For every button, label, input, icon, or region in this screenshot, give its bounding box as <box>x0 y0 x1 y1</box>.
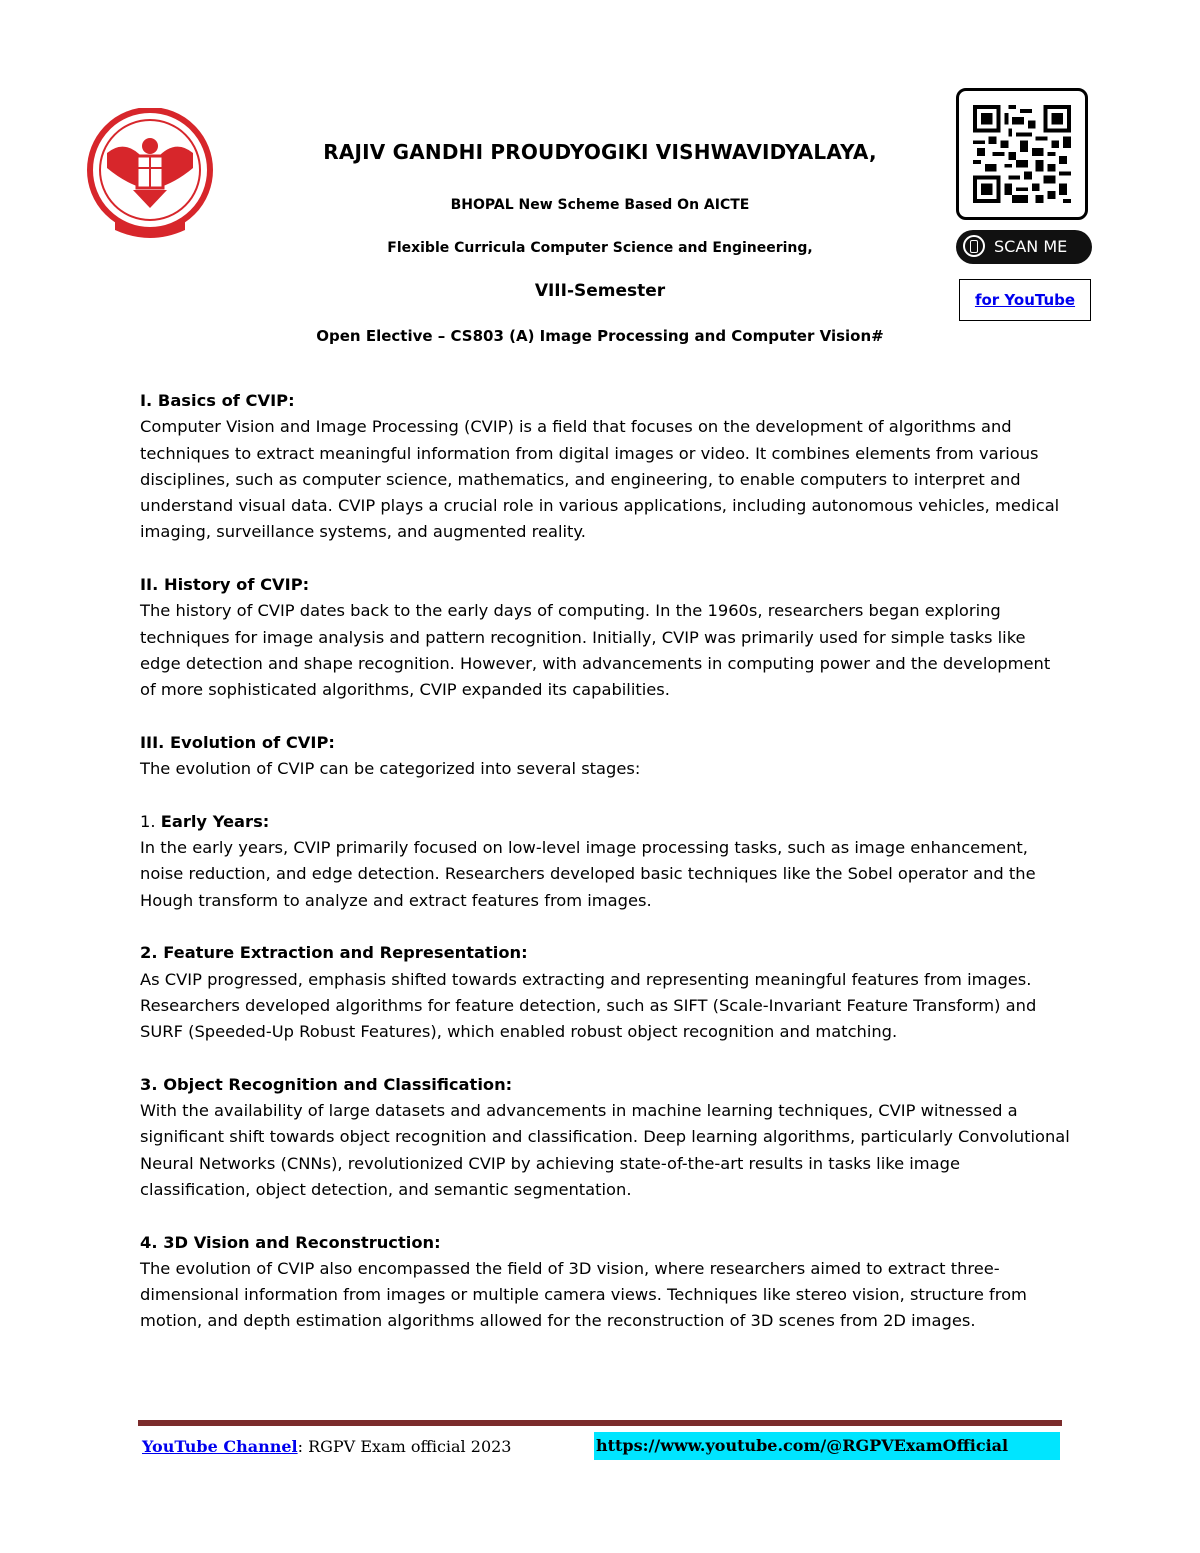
qr-code[interactable] <box>956 88 1088 220</box>
section-evolution <box>140 730 1070 783</box>
stage-title: Object Recognition and Classification: <box>163 1074 513 1094</box>
course-title: Open Elective – CS803 (A) Image Processing and Computer Vision# <box>316 327 884 345</box>
footer-divider <box>138 1420 1062 1426</box>
stage-3d-vision <box>140 1230 1070 1335</box>
channel-text <box>142 1437 511 1456</box>
stage-number: 2. <box>140 943 164 963</box>
stage-title: Early Years: <box>160 811 270 831</box>
section-text: The evolution of CVIP can be categorized into several stages: <box>140 759 641 779</box>
stage-title: 3D Vision and Reconstruction: <box>163 1232 441 1252</box>
youtube-link-box <box>959 279 1091 321</box>
stage-object-recognition <box>140 1072 1070 1203</box>
stage-text: With the availability of large datasets and advancements in machine learning techniques, CVIP witnessed a significant shift towards object recognition and classification. Deep learning algorithms, particularly Convolutional Neural Networks (CNNs), revolutionized CVIP by achieving state-of-the-art results in tasks like image classification, object detection, and semantic segmentation. <box>140 1101 1070 1199</box>
page-footer <box>142 1432 1062 1462</box>
section-text: The history of CVIP dates back to the early days of computing. In the 1960s, researchers began exploring techniques for image analysis and pattern recognition. Initially, CVIP was primarily used for simple tasks like edge detection and shape recognition. However, with advancements in computing power and the development of more sophisticated algorithms, CVIP expanded its capabilities. <box>140 601 1051 700</box>
stage-text: In the early years, CVIP primarily focused on low-level image processing tasks, such as image enhancement, noise reduction, and edge detection. Researchers developed basic techniques like the Sobel operator and the Hough transform to analyze and extract features from images. <box>140 838 1036 910</box>
channel-name: : RGPV Exam official 2023 <box>297 1437 512 1456</box>
scheme-line: BHOPAL New Scheme Based On AICTE <box>450 197 750 213</box>
section-text: Computer Vision and Image Processing (CVIP) is a field that focuses on the development of algorithms and techniques to extract meaningful information from digital images or video. It combines elements from various disciplines, such as computer science, mathematics, and engineering, to enable computers to interpret and understand visual data. CVIP plays a crucial role in various applications, including autonomous vehicles, medical imaging, surveillance systems, and augmented reality. <box>140 417 1060 542</box>
stage-number: 4. <box>140 1232 164 1252</box>
stage-text: The evolution of CVIP also encompassed the field of 3D vision, where researchers aimed to extract three-dimensional information from images or multiple camera views. Techniques like stereo vision, structure from motion, and depth estimation algorithms allowed for the reconstruction of 3D scenes from 2D images. <box>140 1258 1027 1331</box>
section-basics <box>140 388 1070 546</box>
stage-title: Feature Extraction and Representation: <box>163 943 528 963</box>
stage-text: As CVIP progressed, emphasis shifted towards extracting and representing meaningful features from images. Researchers developed algorithms for feature detection, such as SIFT (Scale-Invariant Feature Transform) and SURF (Speeded-Up Robust Features), which enabled robust object recognition and matching. <box>140 969 1037 1042</box>
scan-me-badge <box>956 230 1092 264</box>
section-heading: I. Basics of CVIP: <box>140 391 295 410</box>
stage-early-years <box>140 809 1070 914</box>
phone-icon <box>963 235 985 257</box>
stage-heading <box>140 940 1070 966</box>
channel-link[interactable]: YouTube Channel <box>142 1437 298 1456</box>
semester-line: VIII-Semester <box>534 281 666 301</box>
university-logo <box>85 108 215 246</box>
section-history <box>140 572 1070 703</box>
document-body <box>140 388 1070 1361</box>
youtube-url[interactable]: https://www.youtube.com/@RGPVExamOfficial <box>594 1432 1060 1460</box>
stage-heading <box>140 1072 1070 1098</box>
curricula-line: Flexible Curricula Computer Science and Engineering, <box>387 240 813 256</box>
section-heading: II. History of CVIP: <box>140 575 310 595</box>
stage-heading <box>140 1230 1070 1256</box>
stage-feature-extraction <box>140 940 1070 1045</box>
university-name: RAJIV GANDHI PROUDYOGIKI VISHWAVIDYALAYA, <box>323 140 877 164</box>
section-heading: III. Evolution of CVIP: <box>140 732 335 752</box>
youtube-link[interactable]: for YouTube <box>974 291 1076 309</box>
stage-heading <box>140 809 1070 835</box>
stage-number: 3. <box>140 1074 164 1094</box>
stage-number: 1. <box>140 811 161 831</box>
document-header <box>230 140 970 345</box>
scan-me-label: SCAN ME <box>994 237 1068 256</box>
